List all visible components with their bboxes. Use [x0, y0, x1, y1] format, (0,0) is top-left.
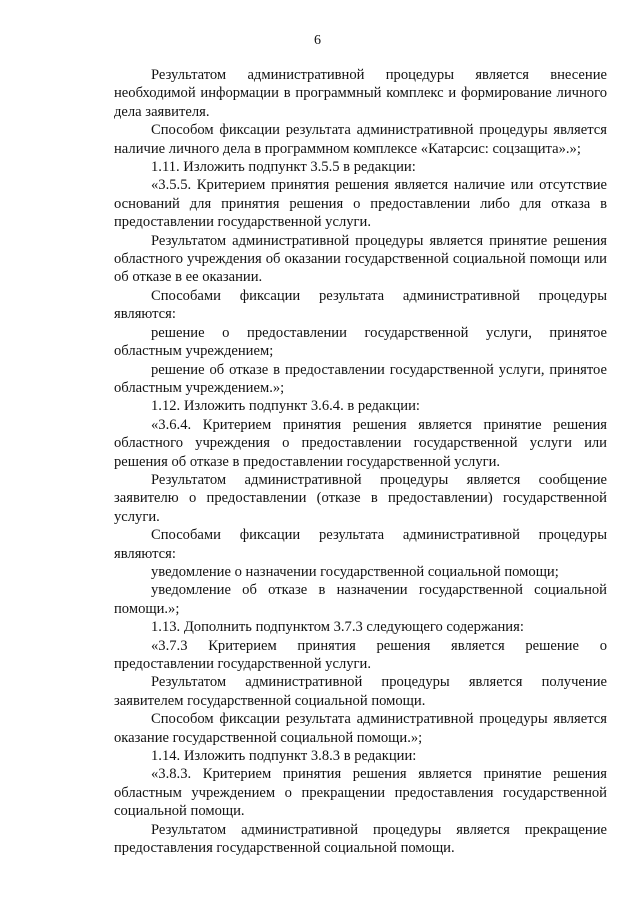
document-body	[114, 66, 607, 857]
paragraph: Результатом административной процедуры является внесение необходимой информации в программный комплекс и формирование личного дела заявителя.	[114, 67, 607, 120]
paragraph: уведомление о назначении государственной социальной помощи;	[151, 563, 559, 580]
paragraph: «3.5.5. Критерием принятия решения является наличие или отсутствие оснований для принятия решения о предоставлении либо для отказа в предоставлении государственной услуги.	[114, 177, 607, 231]
paragraph: «3.6.4. Критерием принятия решения является принятие решения областного учреждения о предоставлении государственной услуги или решения об отказе в предоставлении государственной услуги.	[114, 416, 607, 470]
paragraph: 1.14. Изложить подпункт 3.8.3 в редакции:	[151, 748, 417, 765]
paragraph: Результатом административной процедуры является получение заявителем государственной социальной помощи.	[114, 674, 607, 709]
paragraph: 1.13. Дополнить подпунктом 3.7.3 следующего содержания:	[151, 619, 524, 636]
paragraph: решение об отказе в предоставлении государственной услуги, принятое областным учреждением.»;	[114, 361, 607, 396]
paragraph: Результатом административной процедуры является прекращение предоставления государственной социальной помощи.	[114, 821, 607, 857]
page-number: 6	[314, 33, 321, 48]
paragraph: решение о предоставлении государственной услуги, принятое областным учреждением;	[114, 324, 607, 360]
paragraph: Способами фиксации результата административной процедуры являются:	[114, 527, 607, 562]
paragraph: 1.12. Изложить подпункт 3.6.4. в редакции:	[151, 398, 420, 415]
paragraph: Результатом административной процедуры является сообщение заявителю о предоставлении (отказе в предоставлении) государственной услуги.	[114, 471, 607, 525]
paragraph: «3.8.3. Критерием принятия решения является принятие решения областным учреждением о прекращении предоставления государственной социальной помощи.	[114, 766, 607, 820]
paragraph: Способом фиксации результата административной процедуры является наличие личного дела в программном комплексе «Катарсис: соцзащита».»;	[114, 122, 607, 157]
paragraph: Результатом административной процедуры является принятие решения областного учреждения об оказании государственной социальной помощи или об отказе в ее оказании.	[114, 232, 607, 286]
paragraph: 1.11. Изложить подпункт 3.5.5 в редакции:	[151, 159, 416, 176]
paragraph: уведомление об отказе в назначении государственной социальной помощи.»;	[114, 582, 607, 617]
paragraph: Способами фиксации результата административной процедуры являются:	[114, 287, 607, 323]
paragraph: Способом фиксации результата административной процедуры является оказание государственной социальной помощи.»;	[114, 711, 607, 746]
paragraph: «3.7.3 Критерием принятия решения является решение о предоставлении государственной услуги.	[114, 637, 607, 672]
